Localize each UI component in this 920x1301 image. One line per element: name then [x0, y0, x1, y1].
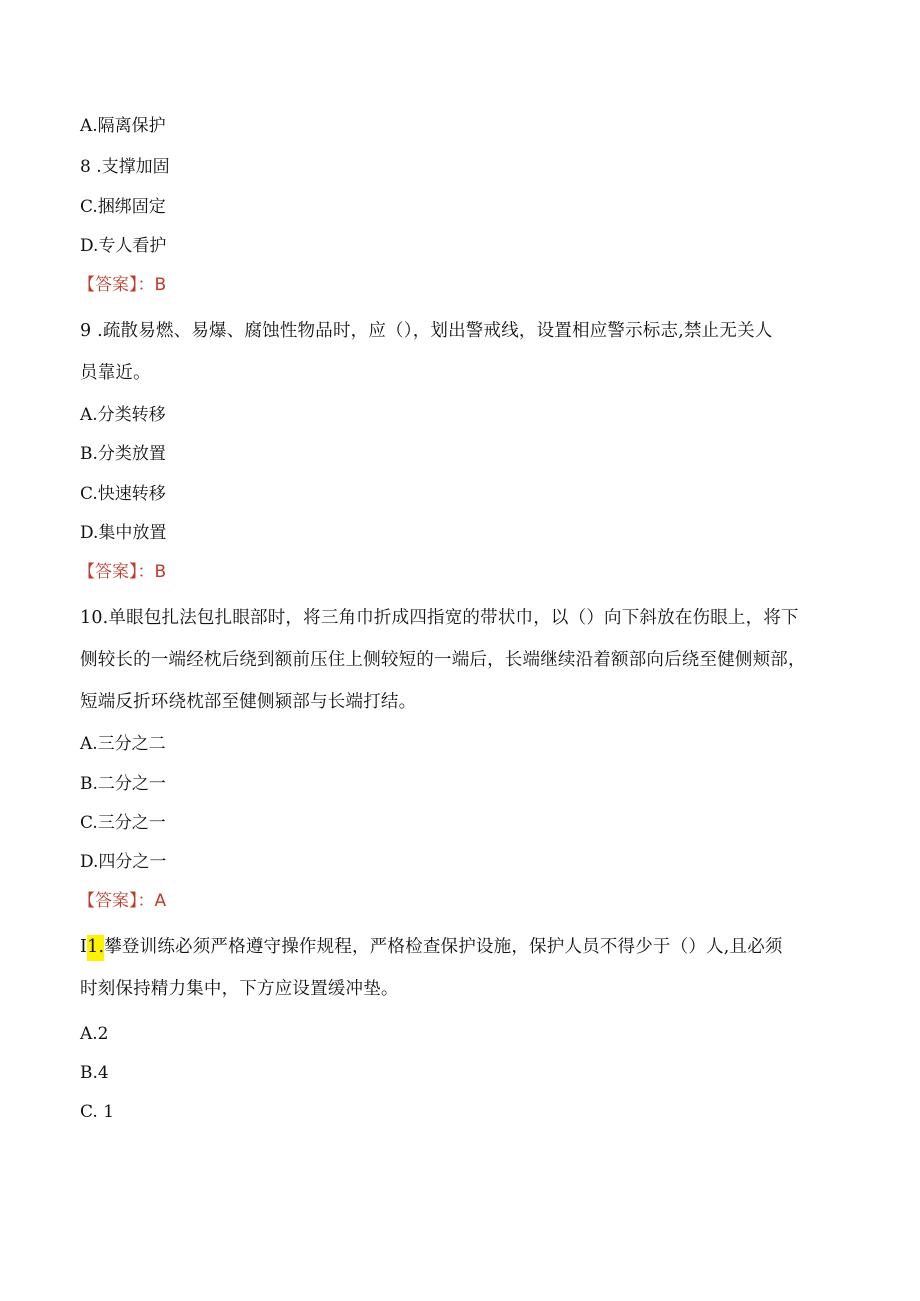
q9-option-a: A.分类转移 [80, 405, 166, 425]
q9-option-d: D.集中放置 [80, 523, 167, 543]
q10-option-b: B.二分之一 [80, 774, 166, 794]
q10-option-c: C.三分之一 [80, 813, 166, 833]
q9-question-line2: 员靠近。 [80, 363, 151, 383]
q10-question-line3: 短端反折环绕枕部至健侧颍部与长端打结。 [80, 692, 417, 712]
q8-option-c: C.捆绑固定 [80, 197, 166, 217]
q11-option-b: B.4 [80, 1063, 109, 1083]
q11-question-text: 攀登训练必须严格遵守操作规程，严格检查保护设施，保护人员不得少于（）人,且必须 [104, 937, 783, 957]
q10-option-d: D.四分之一 [80, 852, 167, 872]
q11-question-line2: 时刻保持精力集中，下方应设置缓冲垫。 [80, 979, 399, 999]
q11-option-c: C. 1 [80, 1102, 115, 1122]
q8-answer: 【答案】：B [78, 275, 167, 295]
q9-option-b: B.分类放置 [80, 444, 166, 464]
q9-answer: 【答案】：B [78, 562, 167, 582]
q10-option-a: A.三分之二 [80, 734, 166, 754]
q8-option-a: A.隔离保护 [80, 116, 166, 136]
q11-number-prefix: I [80, 937, 88, 957]
q8-option-b: 8 .支撑加固 [80, 157, 170, 177]
q10-question-line1: 10.单眼包扎法包扎眼部时，将三角巾折成四指宽的带状巾，以（）向下斜放在伤眼上，将下 [80, 608, 799, 628]
q9-question-line1: 9 .疏散易燃、易爆、腐蚀性物品时，应（），划出警戒线，设置相应警示标志,禁止无关人 [80, 321, 773, 341]
q10-answer: 【答案】：A [78, 891, 167, 911]
q11-question-line1 [80, 937, 783, 957]
q9-option-c: C.快速转移 [80, 484, 166, 504]
q10-question-line2: 侧较长的一端经枕后绕到额前压住上侧较短的一端后，长端继续沿着额部向后绕至健侧颊部， [80, 650, 806, 670]
q11-number-highlight: 1. [87, 935, 104, 961]
q8-option-d: D.专人看护 [80, 236, 167, 256]
q11-option-a: A.2 [80, 1024, 109, 1044]
